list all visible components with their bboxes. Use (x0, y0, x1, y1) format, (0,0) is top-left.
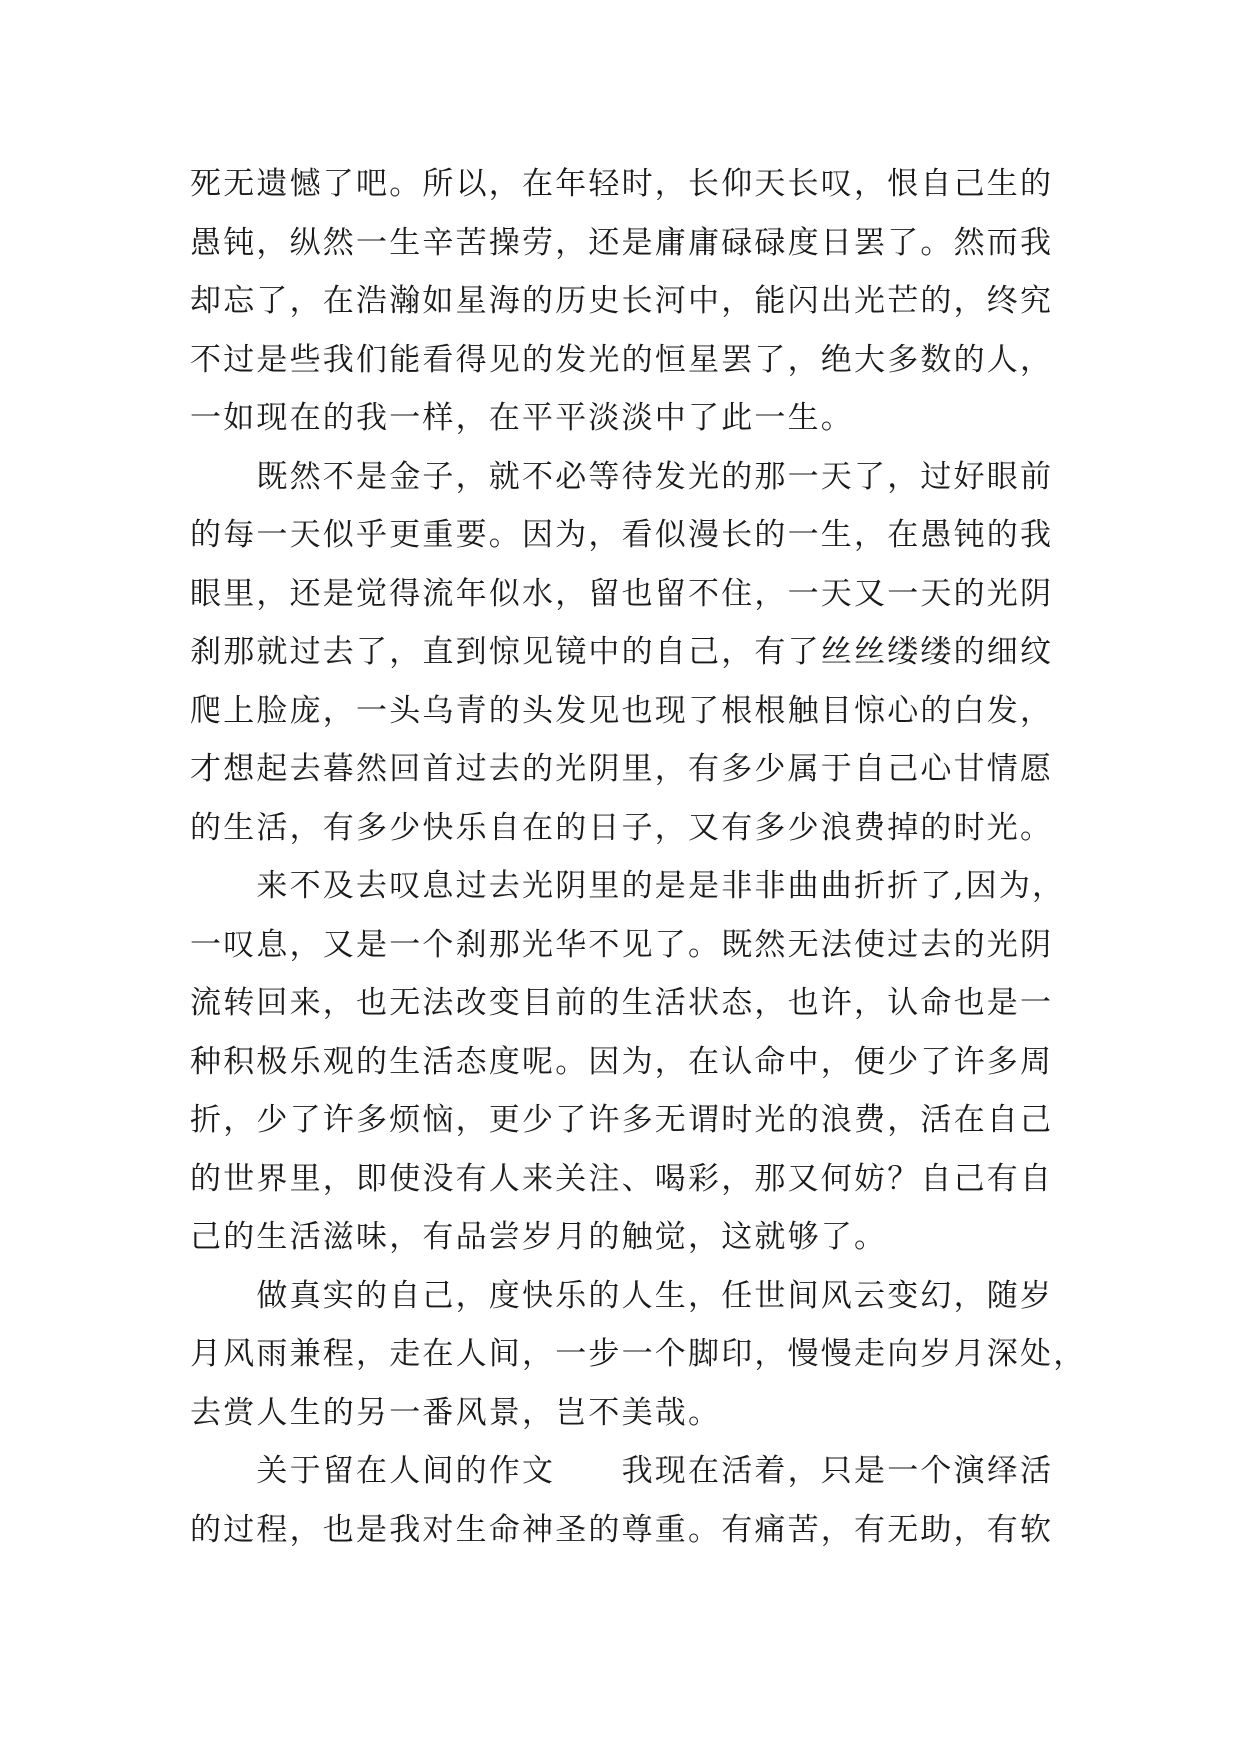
text-line: 的生活，有多少快乐自在的日子，又有多少浪费掉的时光。 (190, 809, 1054, 846)
text-line: 做真实的自己，度快乐的人生，任世间风云变幻，随岁 (190, 1277, 1054, 1314)
text-line: 不过是些我们能看得见的发光的恒星罢了，绝大多数的人， (190, 341, 1054, 378)
text-line: 的世界里，即使没有人来关注、喝彩，那又何妨？自己有自 (190, 1160, 1054, 1197)
text-line: 爬上脸庞，一头乌青的头发见也现了根根触目惊心的白发， (190, 692, 1054, 729)
body-text (190, 155, 1087, 1559)
text-line: 死无遗憾了吧。所以，在年轻时，长仰天长叹，恨自己生的 (190, 166, 1054, 202)
text-line: 折，少了许多烦恼，更少了许多无谓时光的浪费，活在自己 (190, 1102, 1054, 1138)
text-line: 的过程，也是我对生命神圣的尊重。有痛苦，有无助，有软 (190, 1511, 1054, 1548)
text-line: 却忘了，在浩瀚如星海的历史长河中，能闪出光芒的，终究 (190, 283, 1054, 319)
text-line: 种积极乐观的生活态度呢。因为，在认命中，便少了许多周 (190, 1043, 1054, 1080)
text-line: 去赏人生的另一番风景，岂不美哉。 (190, 1394, 722, 1431)
text-line: 来不及去叹息过去光阴里的是是非非曲曲折折了,因为， (190, 868, 1066, 904)
text-line: 关于留在人间的作文 我现在活着，只是一个演绎活 (190, 1453, 1054, 1489)
text-line: 月风雨兼程，走在人间，一步一个脚印，慢慢走向岁月深处， (190, 1336, 1087, 1372)
text-line: 才想起去暮然回首过去的光阴里，有多少属于自己心甘情愿 (190, 751, 1054, 787)
text-line: 眼里，还是觉得流年似水，留也留不住，一天又一天的光阴 (190, 575, 1054, 612)
text-line: 刹那就过去了，直到惊见镜中的自己，有了丝丝缕缕的细纹 (190, 634, 1054, 670)
text-line: 愚钝，纵然一生辛苦操劳，还是庸庸碌碌度日罢了。然而我 (190, 224, 1054, 261)
text-line: 流转回来，也无法改变目前的生活状态，也许，认命也是一 (190, 985, 1054, 1021)
text-line: 的每一天似乎更重要。因为，看似漫长的一生，在愚钝的我 (190, 517, 1054, 553)
text-line: 己的生活滋味，有品尝岁月的触觉，这就够了。 (190, 1219, 888, 1255)
text-line: 一叹息，又是一个刹那光华不见了。既然无法使过去的光阴 (190, 926, 1054, 963)
text-line: 既然不是金子，就不必等待发光的那一天了，过好眼前 (190, 458, 1054, 495)
text-line: 一如现在的我一样，在平平淡淡中了此一生。 (190, 400, 854, 436)
